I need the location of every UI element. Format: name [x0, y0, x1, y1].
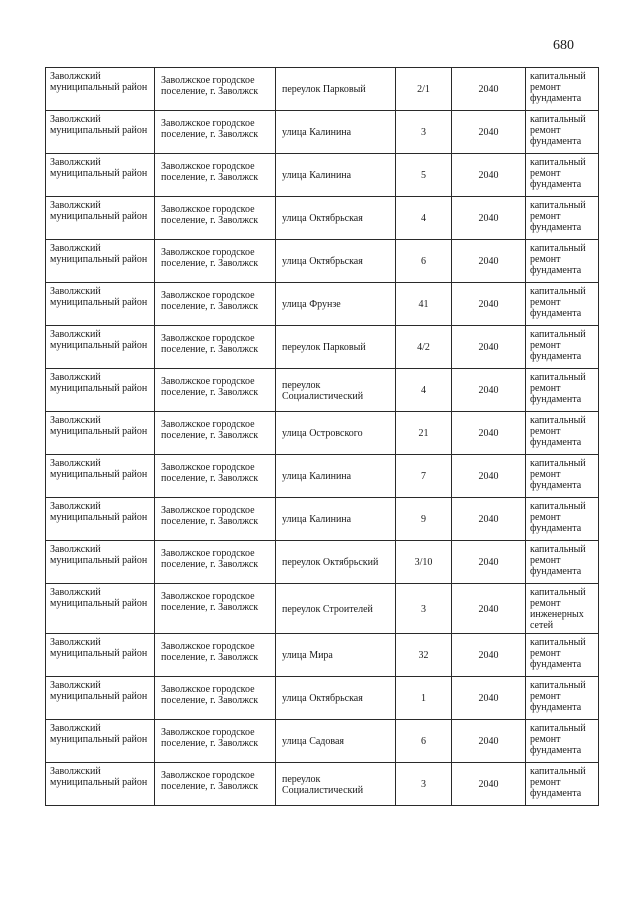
settlement-cell — [155, 584, 276, 634]
house-number-cell: 1 — [396, 677, 452, 720]
work-type-cell: капитальный ремонт фундамента — [526, 369, 599, 412]
district-cell: Заволжский муниципальный район — [46, 68, 155, 111]
work-type-cell: капитальный ремонт фундамента — [526, 541, 599, 584]
work-type-cell: капитальный ремонт фундамента — [526, 154, 599, 197]
street-cell: улица Калинина — [276, 111, 396, 154]
table-row — [46, 197, 599, 240]
house-number-cell: 3 — [396, 111, 452, 154]
house-number-cell: 6 — [396, 720, 452, 763]
settlement-cell — [155, 541, 276, 584]
settlement-cell — [155, 326, 276, 369]
table-row — [46, 677, 599, 720]
district-cell: Заволжский муниципальный район — [46, 720, 155, 763]
work-type-cell: капитальный ремонт фундамента — [526, 498, 599, 541]
settlement-cell — [155, 412, 276, 455]
street-cell: улица Садовая — [276, 720, 396, 763]
table-row — [46, 154, 599, 197]
settlement-text: Заволжское городское поселение, г. Заволжск — [161, 505, 259, 527]
house-number-cell: 3/10 — [396, 541, 452, 584]
street-cell: улица Калинина — [276, 498, 396, 541]
settlement-text: Заволжское городское поселение, г. Заволжск — [161, 333, 259, 355]
settlement-cell — [155, 197, 276, 240]
street-cell: переулок Социалистический — [276, 369, 396, 412]
table-row — [46, 634, 599, 677]
street-cell: улица Октябрьская — [276, 240, 396, 283]
street-cell: улица Калинина — [276, 455, 396, 498]
settlement-text: Заволжское городское поселение, г. Заволжск — [161, 247, 259, 269]
street-cell: улица Октябрьская — [276, 197, 396, 240]
work-type-cell: капитальный ремонт фундамента — [526, 677, 599, 720]
settlement-cell — [155, 455, 276, 498]
settlement-text: Заволжское городское поселение, г. Заволжск — [161, 591, 259, 613]
table-row — [46, 68, 599, 111]
year-cell: 2040 — [452, 111, 526, 154]
settlement-text: Заволжское городское поселение, г. Заволжск — [161, 161, 259, 183]
year-cell: 2040 — [452, 326, 526, 369]
settlement-cell — [155, 283, 276, 326]
work-type-cell: капитальный ремонт фундамента — [526, 720, 599, 763]
work-type-cell: капитальный ремонт фундамента — [526, 197, 599, 240]
year-cell: 2040 — [452, 634, 526, 677]
year-cell: 2040 — [452, 584, 526, 634]
district-cell: Заволжский муниципальный район — [46, 498, 155, 541]
district-cell: Заволжский муниципальный район — [46, 283, 155, 326]
housing-repair-table — [45, 67, 599, 806]
settlement-text: Заволжское городское поселение, г. Заволжск — [161, 75, 259, 97]
settlement-text: Заволжское городское поселение, г. Заволжск — [161, 462, 259, 484]
year-cell: 2040 — [452, 369, 526, 412]
table-row — [46, 111, 599, 154]
settlement-text: Заволжское городское поселение, г. Заволжск — [161, 727, 259, 749]
settlement-cell — [155, 240, 276, 283]
district-cell: Заволжский муниципальный район — [46, 240, 155, 283]
street-cell: улица Фрунзе — [276, 283, 396, 326]
settlement-text: Заволжское городское поселение, г. Заволжск — [161, 770, 259, 792]
street-cell: улица Мира — [276, 634, 396, 677]
settlement-text: Заволжское городское поселение, г. Заволжск — [161, 290, 259, 312]
work-type-cell: капитальный ремонт инженерных сетей — [526, 584, 599, 634]
district-cell: Заволжский муниципальный район — [46, 197, 155, 240]
house-number-cell: 4 — [396, 369, 452, 412]
year-cell: 2040 — [452, 412, 526, 455]
table-row — [46, 498, 599, 541]
year-cell: 2040 — [452, 455, 526, 498]
house-number-cell: 32 — [396, 634, 452, 677]
year-cell: 2040 — [452, 763, 526, 806]
year-cell: 2040 — [452, 68, 526, 111]
street-cell: переулок Парковый — [276, 326, 396, 369]
district-cell: Заволжский муниципальный район — [46, 634, 155, 677]
house-number-cell: 2/1 — [396, 68, 452, 111]
table-row — [46, 240, 599, 283]
work-type-cell: капитальный ремонт фундамента — [526, 455, 599, 498]
settlement-cell — [155, 763, 276, 806]
house-number-cell: 3 — [396, 584, 452, 634]
district-cell: Заволжский муниципальный район — [46, 763, 155, 806]
settlement-cell — [155, 111, 276, 154]
table-row — [46, 763, 599, 806]
work-type-cell: капитальный ремонт фундамента — [526, 763, 599, 806]
settlement-text: Заволжское городское поселение, г. Заволжск — [161, 684, 259, 706]
house-number-cell: 9 — [396, 498, 452, 541]
district-cell: Заволжский муниципальный район — [46, 584, 155, 634]
district-cell: Заволжский муниципальный район — [46, 111, 155, 154]
settlement-cell — [155, 677, 276, 720]
settlement-cell — [155, 634, 276, 677]
settlement-text: Заволжское городское поселение, г. Заволжск — [161, 641, 259, 663]
settlement-text: Заволжское городское поселение, г. Заволжск — [161, 548, 259, 570]
house-number-cell: 3 — [396, 763, 452, 806]
street-cell: переулок Строителей — [276, 584, 396, 634]
year-cell: 2040 — [452, 240, 526, 283]
house-number-cell: 7 — [396, 455, 452, 498]
year-cell: 2040 — [452, 498, 526, 541]
table-row — [46, 412, 599, 455]
street-cell: улица Калинина — [276, 154, 396, 197]
year-cell: 2040 — [452, 283, 526, 326]
street-cell: улица Островского — [276, 412, 396, 455]
house-number-cell: 4 — [396, 197, 452, 240]
settlement-text: Заволжское городское поселение, г. Заволжск — [161, 376, 259, 398]
settlement-cell — [155, 720, 276, 763]
table-row — [46, 541, 599, 584]
district-cell: Заволжский муниципальный район — [46, 541, 155, 584]
work-type-cell: капитальный ремонт фундамента — [526, 111, 599, 154]
table-row — [46, 283, 599, 326]
work-type-cell: капитальный ремонт фундамента — [526, 326, 599, 369]
work-type-cell: капитальный ремонт фундамента — [526, 283, 599, 326]
table-row — [46, 720, 599, 763]
district-cell: Заволжский муниципальный район — [46, 326, 155, 369]
street-cell: переулок Социалистический — [276, 763, 396, 806]
year-cell: 2040 — [452, 541, 526, 584]
settlement-cell — [155, 498, 276, 541]
settlement-text: Заволжское городское поселение, г. Заволжск — [161, 204, 259, 226]
table-row — [46, 326, 599, 369]
work-type-cell: капитальный ремонт фундамента — [526, 634, 599, 677]
work-type-cell: капитальный ремонт фундамента — [526, 68, 599, 111]
settlement-text: Заволжское городское поселение, г. Заволжск — [161, 419, 259, 441]
year-cell: 2040 — [452, 197, 526, 240]
work-type-cell: капитальный ремонт фундамента — [526, 240, 599, 283]
table-row — [46, 584, 599, 634]
house-number-cell: 4/2 — [396, 326, 452, 369]
house-number-cell: 41 — [396, 283, 452, 326]
district-cell: Заволжский муниципальный район — [46, 455, 155, 498]
page-number: 680 — [553, 38, 574, 53]
settlement-cell — [155, 68, 276, 111]
table-row — [46, 455, 599, 498]
street-cell: переулок Парковый — [276, 68, 396, 111]
work-type-cell: капитальный ремонт фундамента — [526, 412, 599, 455]
district-cell: Заволжский муниципальный район — [46, 412, 155, 455]
district-cell: Заволжский муниципальный район — [46, 677, 155, 720]
year-cell: 2040 — [452, 720, 526, 763]
table-row — [46, 369, 599, 412]
settlement-cell — [155, 369, 276, 412]
house-number-cell: 6 — [396, 240, 452, 283]
year-cell: 2040 — [452, 154, 526, 197]
street-cell: улица Октябрьская — [276, 677, 396, 720]
house-number-cell: 5 — [396, 154, 452, 197]
house-number-cell: 21 — [396, 412, 452, 455]
district-cell: Заволжский муниципальный район — [46, 154, 155, 197]
settlement-text: Заволжское городское поселение, г. Заволжск — [161, 118, 259, 140]
settlement-cell — [155, 154, 276, 197]
year-cell: 2040 — [452, 677, 526, 720]
district-cell: Заволжский муниципальный район — [46, 369, 155, 412]
street-cell: переулок Октябрьский — [276, 541, 396, 584]
